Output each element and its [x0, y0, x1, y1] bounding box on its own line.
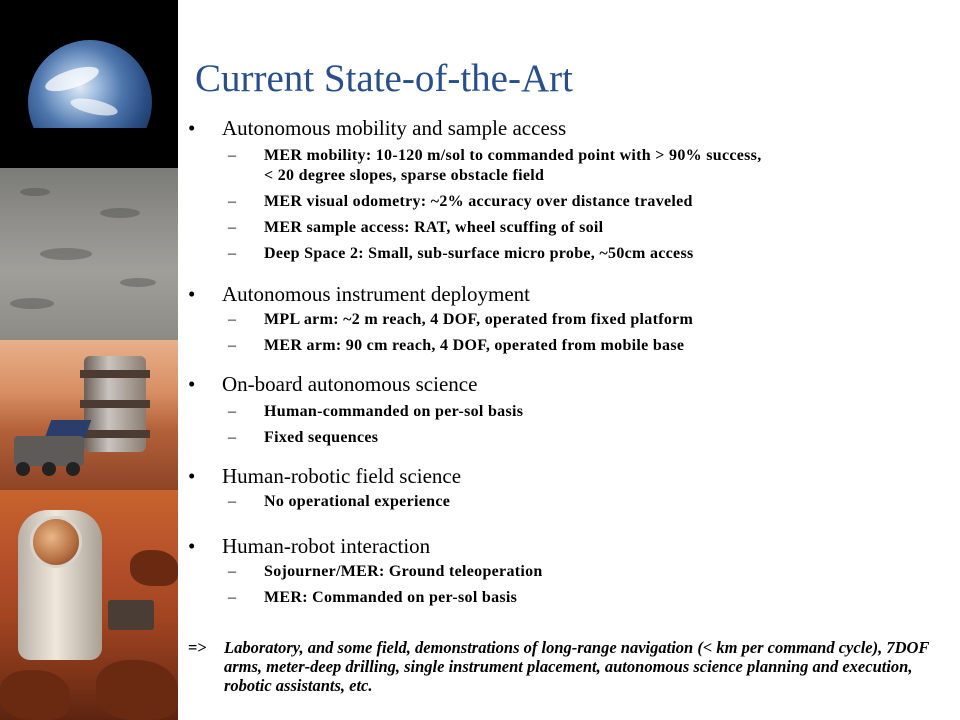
rock — [0, 670, 70, 720]
slide-title: Current State-of-the-Art — [195, 57, 573, 100]
sub-item — [228, 244, 694, 264]
dash-glyph: – — [228, 311, 237, 328]
robotic-assistant — [108, 600, 154, 630]
bullet-glyph: • — [188, 116, 196, 140]
section-heading — [188, 534, 430, 558]
sub-item — [228, 336, 684, 356]
dash-glyph: – — [228, 403, 237, 420]
sub-item — [228, 588, 517, 608]
earth-shadow — [28, 128, 152, 168]
bullet-glyph: • — [188, 282, 196, 306]
sub-item-text: MER visual odometry: ~2% accuracy over distance traveled — [264, 193, 693, 210]
section-heading-text: On-board autonomous science — [222, 372, 478, 396]
rover-wheel — [42, 462, 56, 476]
sub-item — [228, 310, 693, 330]
rover-wheel — [16, 462, 30, 476]
sub-item-text: MER sample access: RAT, wheel scuffing of soil — [264, 219, 604, 236]
sub-item-text: No operational experience — [264, 493, 451, 510]
sub-item-continuation: < 20 degree slopes, sparse obstacle field — [264, 167, 545, 184]
conclusion-arrow: => — [188, 638, 207, 657]
dash-glyph: – — [228, 589, 237, 606]
habitat-band — [80, 370, 150, 378]
dash-glyph: – — [228, 563, 237, 580]
sub-item — [228, 562, 543, 582]
mars-habitat-rover-illustration — [0, 340, 178, 490]
dash-glyph: – — [228, 429, 237, 446]
rock — [130, 550, 178, 586]
astronaut-helmet — [30, 516, 82, 568]
sub-item-text: MER: Commanded on per-sol basis — [264, 589, 518, 606]
section-heading — [188, 116, 566, 140]
conclusion-text: Laboratory, and some field, demonstrations of long-range navigation (< km per command cycle), 7DOF arms, meter-deep drilling, single instrument placement, autonomous science planning and execution, robotic assistants, etc. — [224, 638, 930, 695]
image-strip — [0, 0, 178, 720]
sub-item-text: MPL arm: ~2 m reach, 4 DOF, operated from fixed platform — [264, 311, 694, 328]
sub-item — [228, 192, 693, 212]
sub-item — [228, 218, 603, 238]
bullet-glyph: • — [188, 464, 196, 488]
dash-glyph: – — [228, 245, 237, 262]
crater — [100, 208, 140, 218]
crater — [120, 278, 156, 287]
sub-item-text: Human-commanded on per-sol basis — [264, 403, 524, 420]
habitat-band — [80, 400, 150, 408]
habitat-band — [80, 430, 150, 438]
dash-glyph: – — [228, 147, 237, 164]
sub-item-text: MER arm: 90 cm reach, 4 DOF, operated from mobile base — [264, 337, 685, 354]
moon-surface — [0, 168, 178, 340]
bullet-glyph: • — [188, 534, 196, 558]
sub-item-text: Deep Space 2: Small, sub-surface micro probe, ~50cm access — [264, 245, 694, 262]
earthrise-photo — [0, 0, 178, 340]
section-heading — [188, 372, 477, 396]
dash-glyph: – — [228, 337, 237, 354]
section-heading-text: Human-robot interaction — [222, 534, 431, 558]
crater — [10, 298, 54, 309]
sub-item — [228, 428, 378, 448]
crater — [40, 248, 92, 260]
rock — [96, 660, 178, 720]
sub-item — [228, 492, 450, 512]
dash-glyph: – — [228, 219, 237, 236]
sub-item — [228, 146, 762, 186]
dash-glyph: – — [228, 493, 237, 510]
section-heading-text: Autonomous mobility and sample access — [222, 116, 567, 140]
sub-item — [228, 402, 523, 422]
conclusion-block — [188, 638, 938, 695]
section-heading — [188, 464, 461, 488]
sub-item-text: MER mobility: 10-120 m/sol to commanded point with > 90% success, — [264, 147, 762, 164]
rover-wheel — [66, 462, 80, 476]
bullet-glyph: • — [188, 372, 196, 396]
dash-glyph: – — [228, 193, 237, 210]
section-heading-text: Autonomous instrument deployment — [222, 282, 530, 306]
crater — [20, 188, 50, 196]
section-heading — [188, 282, 530, 306]
section-heading-text: Human-robotic field science — [222, 464, 462, 488]
astronaut-on-mars-illustration — [0, 490, 178, 720]
sub-item-text: Sojourner/MER: Ground teleoperation — [264, 563, 543, 580]
sub-item-text: Fixed sequences — [264, 429, 379, 446]
